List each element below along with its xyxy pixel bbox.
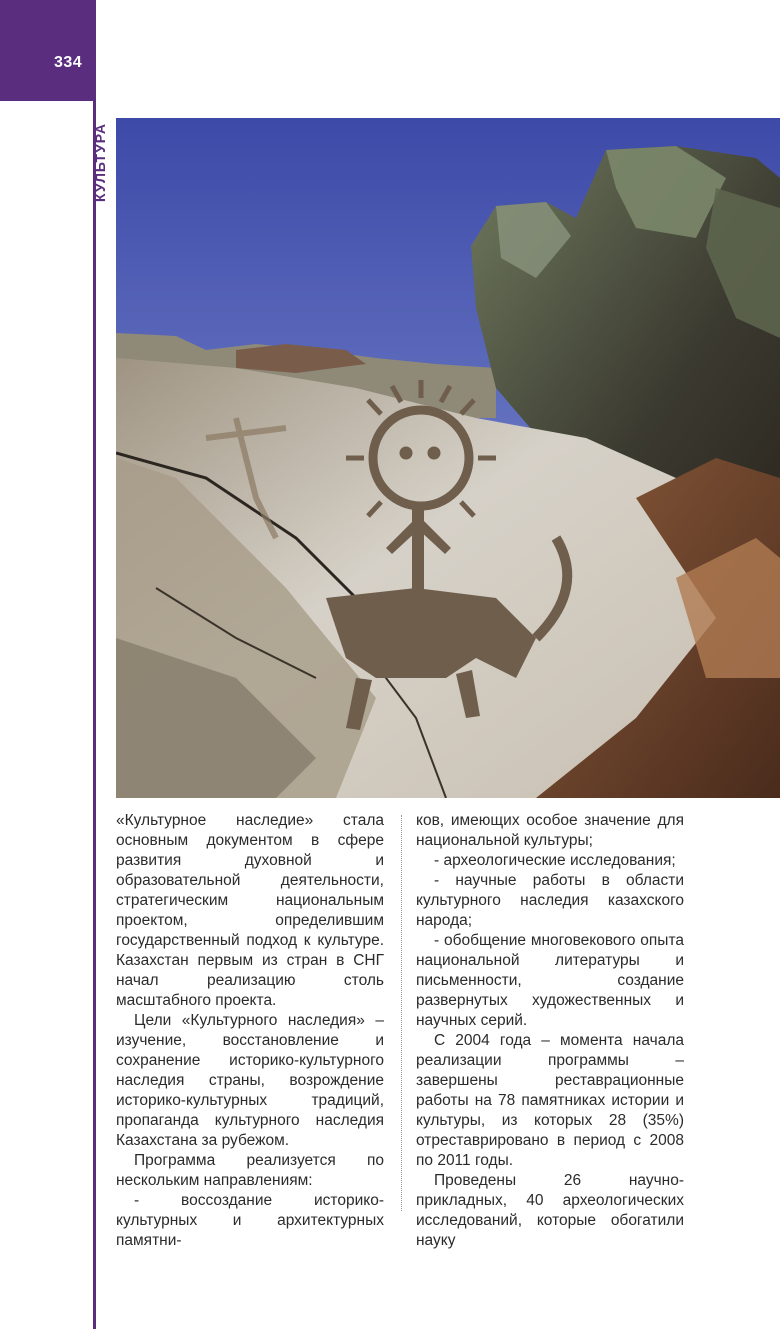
paragraph: ков, имеющих особое значение для национальной культуры; <box>416 812 684 849</box>
side-rule <box>93 101 96 1329</box>
petroglyph-photo <box>116 118 780 798</box>
list-item: - обобщение многовекового опыта национальной литературы и письменности, создание развернутых художественных и научных серий. <box>416 932 684 1029</box>
text-column-left <box>116 811 384 1251</box>
list-item: - воссоздание историко-культурных и архитектурных памятни- <box>116 1192 384 1249</box>
paragraph: С 2004 года – момента начала реализации программы – завершены реставрационные работы на 78 памятниках истории и культуры, из которых 28 (35%) отреставрировано в период с 2008 по 2011 годы. <box>416 1032 684 1169</box>
paragraph: Цели «Культурного наследия» – изучение, восстановление и сохранение историко-культурного наследия страны, возрождение историко-культурных традиций, пропаганда культурного наследия Казахстана за рубежом. <box>116 1012 384 1149</box>
paragraph: Программа реализуется по нескольким направлениям: <box>116 1152 384 1189</box>
page-tab <box>0 0 96 101</box>
column-divider <box>401 815 402 1211</box>
list-item: - научные работы в области культурного наследия казахского народа; <box>416 872 684 929</box>
paragraph: Проведены 26 научно-прикладных, 40 археологических исследований, которые обогатили науку <box>416 1172 684 1249</box>
section-label: КУЛЬТУРА <box>92 122 108 202</box>
page-number: 334 <box>54 54 83 71</box>
paragraph: «Культурное наследие» стала основным документом в сфере развития духовной и образовательной деятельности, стратегическим национальным проектом, определившим государственный подход к культуре. Казахстан первым из стран в СНГ начал реализацию столь масштабного проекта. <box>116 812 384 1009</box>
text-column-right <box>416 811 684 1251</box>
list-item: - археологические исследования; <box>434 852 676 869</box>
